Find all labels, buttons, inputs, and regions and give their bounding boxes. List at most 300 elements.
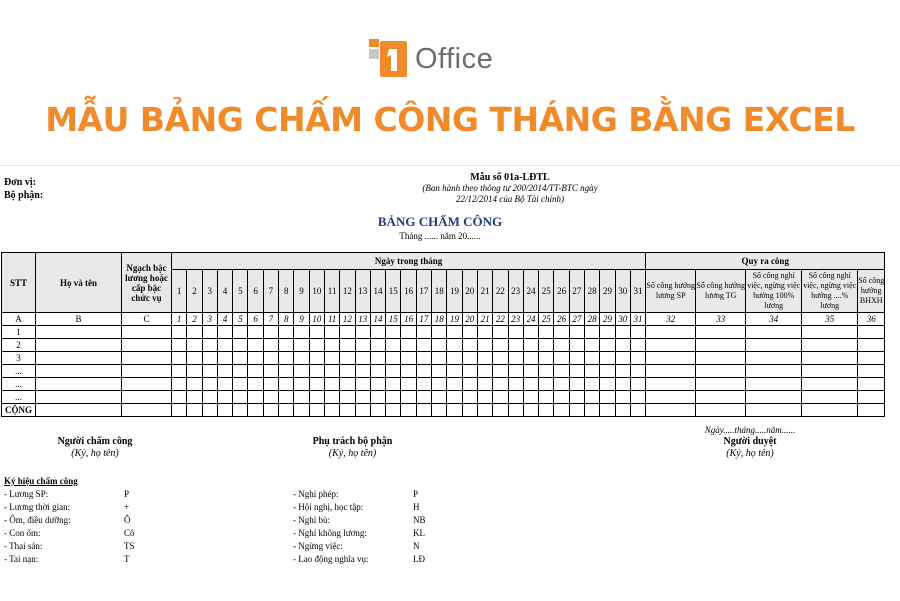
banner-title: MẪU BẢNG CHẤM CÔNG THÁNG BẰNG EXCEL: [45, 100, 855, 139]
table-cell: [202, 339, 217, 352]
table-cell: [263, 391, 278, 404]
timesheet-document: [0, 165, 900, 601]
table-cell: [294, 326, 309, 339]
table-cell: [233, 391, 248, 404]
approver-note: (Ký, họ tên): [726, 448, 774, 459]
code-day-10: 10: [309, 313, 324, 326]
header-days-group: Ngày trong tháng: [172, 253, 646, 270]
table-cell: [462, 352, 477, 365]
table-cell: [615, 391, 630, 404]
timekeeper-signature: [20, 436, 170, 460]
row-stt: 3: [2, 352, 36, 365]
brand-name: Office: [415, 42, 494, 75]
header-day-20: 20: [462, 270, 477, 313]
table-cell: [569, 365, 584, 378]
header-day-1: 1: [172, 270, 187, 313]
table-cell: [600, 391, 615, 404]
legend-item: [293, 501, 473, 514]
table-cell: [493, 326, 508, 339]
form-number-block: [380, 172, 640, 205]
legend-code: +: [124, 502, 130, 512]
table-cell: [508, 378, 523, 391]
legend-code: LĐ: [413, 554, 425, 564]
table-cell: [370, 404, 385, 417]
table-cell: [802, 378, 858, 391]
legend-code: N: [413, 541, 420, 551]
table-cell: [324, 352, 339, 365]
header-day-5: 5: [233, 270, 248, 313]
header-summary-group: Quy ra công: [646, 253, 885, 270]
table-cell: [416, 391, 431, 404]
code-day-8: 8: [279, 313, 294, 326]
table-cell: [630, 339, 645, 352]
table-cell: [585, 352, 600, 365]
legend-item: [293, 527, 473, 540]
table-cell: [309, 404, 324, 417]
unit-info: [4, 176, 43, 202]
table-cell: [401, 404, 416, 417]
table-cell: [172, 365, 187, 378]
header-day-2: 2: [187, 270, 202, 313]
code-day-22: 22: [493, 313, 508, 326]
table-cell: [858, 339, 885, 352]
header-summary-3: Số công nghỉ việc, ngừng việc hưởng 100% lương: [746, 270, 802, 313]
table-cell: [187, 326, 202, 339]
table-cell: [355, 391, 370, 404]
table-cell: [477, 365, 492, 378]
table-cell: [294, 404, 309, 417]
code-day-27: 27: [569, 313, 584, 326]
table-cell: [569, 326, 584, 339]
legend-title: Ký hiệu chấm công: [4, 476, 78, 486]
month-line: Tháng ...... năm 20......: [399, 231, 481, 241]
table-cell: [294, 365, 309, 378]
table-cell: [248, 326, 263, 339]
table-cell: [370, 352, 385, 365]
table-cell: [263, 378, 278, 391]
code-summary-32: 32: [646, 313, 696, 326]
code-day-4: 4: [217, 313, 232, 326]
table-cell: [187, 378, 202, 391]
legend-item: [4, 488, 184, 501]
approver-label: Người duyệt: [723, 436, 777, 447]
table-cell: [508, 352, 523, 365]
table-cell: [217, 391, 232, 404]
table-cell: [122, 404, 172, 417]
table-cell: [696, 378, 746, 391]
header-day-15: 15: [386, 270, 401, 313]
table-cell: [746, 391, 802, 404]
table-cell: [187, 365, 202, 378]
table-cell: [432, 326, 447, 339]
legend-item: [4, 514, 184, 527]
table-cell: [36, 326, 122, 339]
table-cell: [523, 391, 538, 404]
table-cell: [493, 352, 508, 365]
legend-item: [4, 527, 184, 540]
table-cell: [569, 391, 584, 404]
table-cell: [858, 378, 885, 391]
table-cell: [696, 326, 746, 339]
table-cell: [122, 391, 172, 404]
table-cell: [646, 365, 696, 378]
header-day-4: 4: [217, 270, 232, 313]
table-cell: [416, 352, 431, 365]
code-day-24: 24: [523, 313, 538, 326]
code-day-5: 5: [233, 313, 248, 326]
table-cell: [340, 378, 355, 391]
table-cell: [279, 326, 294, 339]
legend-label: - Lao động nghĩa vụ:: [293, 554, 369, 564]
table-cell: [217, 352, 232, 365]
header-day-8: 8: [279, 270, 294, 313]
code-day-30: 30: [615, 313, 630, 326]
table-cell: [600, 352, 615, 365]
table-cell: [187, 391, 202, 404]
table-cell: [248, 378, 263, 391]
table-row: [2, 326, 885, 339]
header-day-21: 21: [477, 270, 492, 313]
table-cell: [858, 365, 885, 378]
code-day-25: 25: [539, 313, 554, 326]
table-cell: [355, 378, 370, 391]
table-cell: [432, 339, 447, 352]
table-cell: [615, 326, 630, 339]
table-cell: [493, 339, 508, 352]
table-cell: [294, 339, 309, 352]
table-cell: [386, 404, 401, 417]
code-day-31: 31: [630, 313, 645, 326]
table-cell: [202, 391, 217, 404]
table-cell: [802, 352, 858, 365]
table-cell: [696, 352, 746, 365]
dept-head-note: (Ký, họ tên): [328, 448, 377, 459]
table-cell: [370, 326, 385, 339]
table-cell: [630, 365, 645, 378]
table-cell: [746, 352, 802, 365]
table-cell: [36, 365, 122, 378]
table-cell: [340, 352, 355, 365]
table-cell: [172, 404, 187, 417]
table-cell: [248, 404, 263, 417]
table-cell: [233, 326, 248, 339]
table-cell: [217, 326, 232, 339]
table-cell: [600, 404, 615, 417]
table-cell: [432, 378, 447, 391]
table-cell: [539, 326, 554, 339]
table-cell: [615, 352, 630, 365]
header-name: Họ và tên: [36, 253, 122, 313]
table-cell: [263, 352, 278, 365]
table-cell: [696, 339, 746, 352]
table-cell: [493, 378, 508, 391]
header-day-3: 3: [202, 270, 217, 313]
header-day-7: 7: [263, 270, 278, 313]
table-cell: [646, 326, 696, 339]
table-cell: [630, 352, 645, 365]
header-day-28: 28: [585, 270, 600, 313]
table-cell: [263, 404, 278, 417]
table-cell: [309, 326, 324, 339]
header-day-25: 25: [539, 270, 554, 313]
table-cell: [401, 339, 416, 352]
table-cell: [554, 339, 569, 352]
table-cell: [202, 378, 217, 391]
code-name: B: [36, 313, 122, 326]
table-cell: [416, 339, 431, 352]
legend-code: Cô: [124, 528, 135, 538]
table-cell: [370, 339, 385, 352]
table-cell: [493, 391, 508, 404]
table-cell: [122, 339, 172, 352]
table-cell: [447, 339, 462, 352]
table-row: [2, 365, 885, 378]
table-cell: [493, 365, 508, 378]
table-cell: [355, 352, 370, 365]
approver-signature: [680, 436, 820, 460]
table-cell: [696, 365, 746, 378]
code-day-6: 6: [248, 313, 263, 326]
table-cell: [585, 391, 600, 404]
header-day-10: 10: [309, 270, 324, 313]
table-cell: [539, 339, 554, 352]
table-cell: [279, 365, 294, 378]
table-cell: [477, 404, 492, 417]
code-day-28: 28: [585, 313, 600, 326]
dept-head-label: Phụ trách bộ phận: [312, 436, 393, 447]
table-cell: [523, 339, 538, 352]
table-cell: [217, 404, 232, 417]
table-cell: [523, 326, 538, 339]
legend-label: - Con ốm:: [4, 528, 41, 538]
legend-label: - Nghỉ phép:: [293, 489, 339, 499]
header-day-11: 11: [324, 270, 339, 313]
table-cell: [802, 404, 858, 417]
header-day-9: 9: [294, 270, 309, 313]
legend-item: [4, 501, 184, 514]
table-cell: [401, 352, 416, 365]
legend-label: - Hội nghị, học tập:: [293, 502, 364, 512]
legend-left-column: [4, 488, 184, 566]
table-cell: [477, 378, 492, 391]
timesheet-table: [1, 252, 885, 417]
table-cell: [462, 378, 477, 391]
table-cell: [279, 391, 294, 404]
table-cell: [324, 391, 339, 404]
table-cell: [416, 365, 431, 378]
code-day-11: 11: [324, 313, 339, 326]
header-day-6: 6: [248, 270, 263, 313]
code-day-9: 9: [294, 313, 309, 326]
table-cell: [523, 352, 538, 365]
table-cell: [233, 339, 248, 352]
table-row: [2, 391, 885, 404]
code-stt: A: [2, 313, 36, 326]
code-day-17: 17: [416, 313, 431, 326]
table-cell: [217, 339, 232, 352]
table-cell: [447, 365, 462, 378]
table-cell: [858, 352, 885, 365]
code-day-20: 20: [462, 313, 477, 326]
table-cell: [122, 365, 172, 378]
table-cell: [324, 378, 339, 391]
table-cell: [370, 365, 385, 378]
total-label: CỘNG: [2, 404, 36, 417]
legend-item: [4, 553, 184, 566]
table-cell: [248, 339, 263, 352]
table-cell: [279, 378, 294, 391]
table-cell: [122, 378, 172, 391]
table-cell: [355, 404, 370, 417]
table-cell: [523, 404, 538, 417]
legend-label: - Nghỉ không lương:: [293, 528, 367, 538]
table-cell: [217, 365, 232, 378]
table-cell: [172, 339, 187, 352]
issued-line-2: 22/12/2014 của Bộ Tài chính): [456, 194, 564, 204]
table-cell: [508, 391, 523, 404]
table-cell: [462, 404, 477, 417]
table-cell: [122, 326, 172, 339]
table-cell: [508, 404, 523, 417]
code-day-19: 19: [447, 313, 462, 326]
table-cell: [309, 365, 324, 378]
table-cell: [370, 378, 385, 391]
table-cell: [585, 404, 600, 417]
table-cell: [462, 365, 477, 378]
table-cell: [569, 339, 584, 352]
row-stt: ...: [2, 378, 36, 391]
table-cell: [539, 391, 554, 404]
table-cell: [493, 404, 508, 417]
table-cell: [401, 378, 416, 391]
table-cell: [554, 404, 569, 417]
table-cell: [600, 378, 615, 391]
table-cell: [477, 352, 492, 365]
table-cell: [324, 404, 339, 417]
header-day-17: 17: [416, 270, 431, 313]
dept-label: Bộ phận:: [4, 190, 44, 201]
header-day-19: 19: [447, 270, 462, 313]
table-cell: [187, 352, 202, 365]
table-cell: [340, 326, 355, 339]
table-cell: [172, 378, 187, 391]
legend-item: [293, 488, 473, 501]
table-cell: [294, 352, 309, 365]
table-cell: [746, 365, 802, 378]
table-cell: [447, 352, 462, 365]
table-cell: [554, 378, 569, 391]
unit-label: Đơn vị:: [4, 177, 36, 188]
table-cell: [309, 352, 324, 365]
table-cell: [477, 339, 492, 352]
table-cell: [263, 326, 278, 339]
table-cell: [858, 391, 885, 404]
table-cell: [600, 365, 615, 378]
table-cell: [432, 365, 447, 378]
table-cell: [386, 378, 401, 391]
total-row: [2, 404, 885, 417]
table-cell: [294, 391, 309, 404]
table-cell: [646, 404, 696, 417]
table-cell: [279, 404, 294, 417]
table-cell: [477, 326, 492, 339]
table-cell: [630, 404, 645, 417]
table-cell: [746, 339, 802, 352]
table-cell: [569, 352, 584, 365]
table-cell: [324, 326, 339, 339]
table-cell: [554, 326, 569, 339]
table-cell: [187, 339, 202, 352]
table-cell: [523, 378, 538, 391]
legend-item: [293, 514, 473, 527]
table-cell: [340, 404, 355, 417]
legend-code: TS: [124, 541, 135, 551]
table-cell: [447, 378, 462, 391]
table-cell: [248, 365, 263, 378]
table-cell: [646, 378, 696, 391]
table-cell: [447, 404, 462, 417]
table-cell: [600, 339, 615, 352]
header-day-16: 16: [401, 270, 416, 313]
table-cell: [585, 339, 600, 352]
code-day-2: 2: [187, 313, 202, 326]
table-cell: [615, 365, 630, 378]
table-cell: [36, 352, 122, 365]
table-cell: [202, 352, 217, 365]
table-cell: [696, 404, 746, 417]
table-cell: [462, 391, 477, 404]
table-cell: [355, 365, 370, 378]
table-cell: [202, 365, 217, 378]
legend-label: - Tai nạn:: [4, 554, 39, 564]
table-cell: [370, 391, 385, 404]
table-cell: [569, 378, 584, 391]
table-cell: [432, 404, 447, 417]
table-cell: [202, 404, 217, 417]
table-cell: [386, 391, 401, 404]
code-day-21: 21: [477, 313, 492, 326]
header-day-30: 30: [615, 270, 630, 313]
dept-head-signature: [275, 436, 430, 460]
table-cell: [386, 365, 401, 378]
table-cell: [416, 404, 431, 417]
code-summary-35: 35: [802, 313, 858, 326]
table-cell: [477, 391, 492, 404]
code-day-26: 26: [554, 313, 569, 326]
code-day-23: 23: [508, 313, 523, 326]
table-cell: [386, 339, 401, 352]
header-day-18: 18: [432, 270, 447, 313]
legend-code: NB: [413, 515, 426, 525]
table-cell: [554, 391, 569, 404]
header-summary-1: Số công hưởng lương SP: [646, 270, 696, 313]
table-cell: [447, 391, 462, 404]
table-cell: [554, 365, 569, 378]
code-day-12: 12: [340, 313, 355, 326]
table-cell: [401, 326, 416, 339]
table-cell: [324, 339, 339, 352]
1office-logo-icon: [367, 37, 411, 81]
table-cell: [309, 391, 324, 404]
table-cell: [630, 378, 645, 391]
table-cell: [615, 378, 630, 391]
table-cell: [416, 326, 431, 339]
legend-code: P: [124, 489, 130, 499]
table-cell: [324, 365, 339, 378]
code-day-14: 14: [370, 313, 385, 326]
timekeeper-label: Người chấm công: [57, 436, 133, 447]
table-cell: [279, 352, 294, 365]
